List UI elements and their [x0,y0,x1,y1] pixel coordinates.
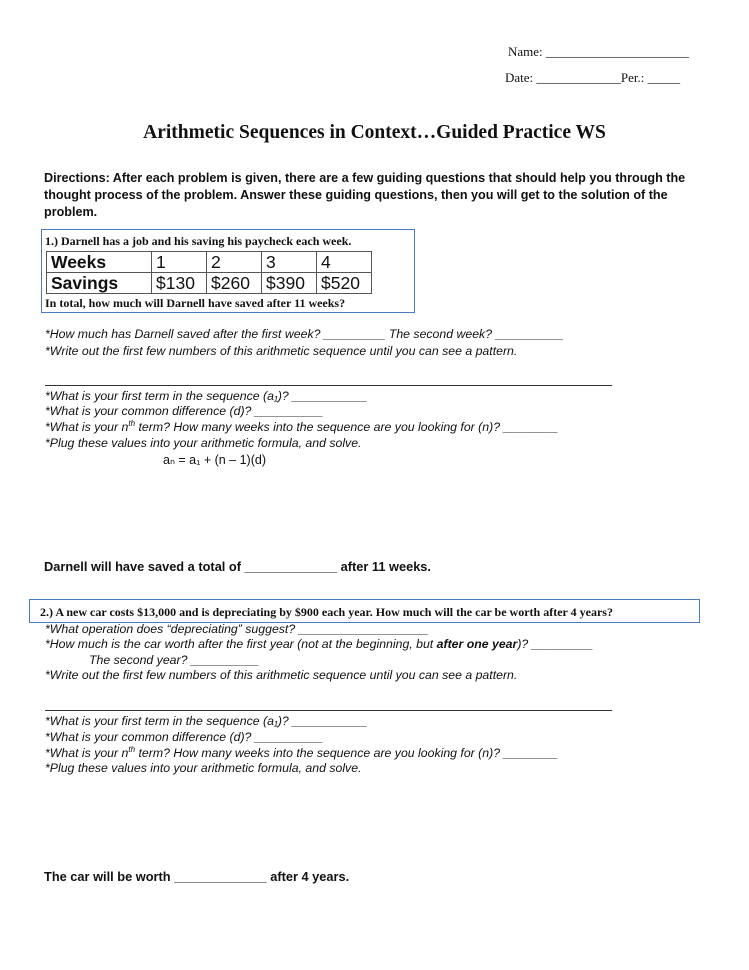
problem1-question: In total, how much will Darnell have saved after 11 weeks? [45,296,346,310]
p1-guiding-q3: *What is your first term in the sequence (a₁)? ___________ [45,389,368,403]
p1-guiding-q5: *What is your $n^{th}$ term? How many weeks into the sequence are you looking for (n)? ________ [45,419,559,435]
page-title: Arithmetic Sequences in Context…Guided Practice WS [143,122,606,143]
date-period-field-label: Date: _____________Per.: _____ [505,70,681,85]
table-row-header-weeks: Weeks [47,252,152,273]
table-cell: 4 [317,252,372,273]
p2-guiding-q4: *Write out the first few numbers of this arithmetic sequence until you can see a pattern. [45,668,518,682]
problem1-answer-line: Darnell will have saved a total of _____________ after 11 weeks. [44,559,431,574]
p1-guiding-q4: *What is your common difference (d)? __________ [45,404,324,418]
table-cell: 3 [262,252,317,273]
directions-text: Directions: After each problem is given, there are a few guiding questions that should help you through the thought process of the problem. Answer these guiding questions, then you will get to the solution of the problem. [44,171,686,219]
table-cell: $130 [152,273,207,294]
problem1-prompt: 1.) Darnell has a job and his saving his paycheck each week. [45,234,352,248]
table-cell: $390 [262,273,317,294]
p1-answer-line [45,385,612,386]
table-row [47,252,372,273]
table-row-header-savings: Savings [47,273,152,294]
arithmetic-formula: aₙ = a₁ + (n – 1)(d) [163,453,266,467]
p2-guiding-q3: The second year? __________ [89,653,260,667]
p2-guiding-q6: *What is your common difference (d)? __________ [45,730,324,744]
problem2-answer-line: The car will be worth _____________ after 4 years. [44,869,350,884]
p2-guiding-q7: *What is your $n^{th}$ term? How many weeks into the sequence are you looking for (n)? ________ [45,745,559,761]
table-cell: $260 [207,273,262,294]
p1-guiding-q2: *Write out the first few numbers of this arithmetic sequence until you can see a pattern. [45,344,518,358]
p2-answer-line [45,710,612,711]
table-cell: 2 [207,252,262,273]
name-field-label: Name: ______________________ [508,44,689,59]
p2-guiding-q5: *What is your first term in the sequence (a₁)? ___________ [45,714,368,728]
p2-guiding-q1: *What operation does “depreciating” suggest? ___________________ [45,622,429,636]
table-cell: $520 [317,273,372,294]
table-row [47,273,372,294]
p1-guiding-q6: *Plug these values into your arithmetic formula, and solve. [45,436,362,450]
p1-guiding-q1: *How much has Darnell saved after the first week? _________ The second week? __________ [45,327,564,341]
p2-guiding-q2: *How much is the car worth after the first year (not at the beginning, but after one year)? _________ [45,637,594,651]
weeks-savings-table [46,251,372,294]
table-cell: 1 [152,252,207,273]
problem2-prompt: 2.) A new car costs $13,000 and is depreciating by $900 each year. How much will the car be worth after 4 years? [40,605,613,619]
p2-guiding-q8: *Plug these values into your arithmetic formula, and solve. [45,761,362,775]
